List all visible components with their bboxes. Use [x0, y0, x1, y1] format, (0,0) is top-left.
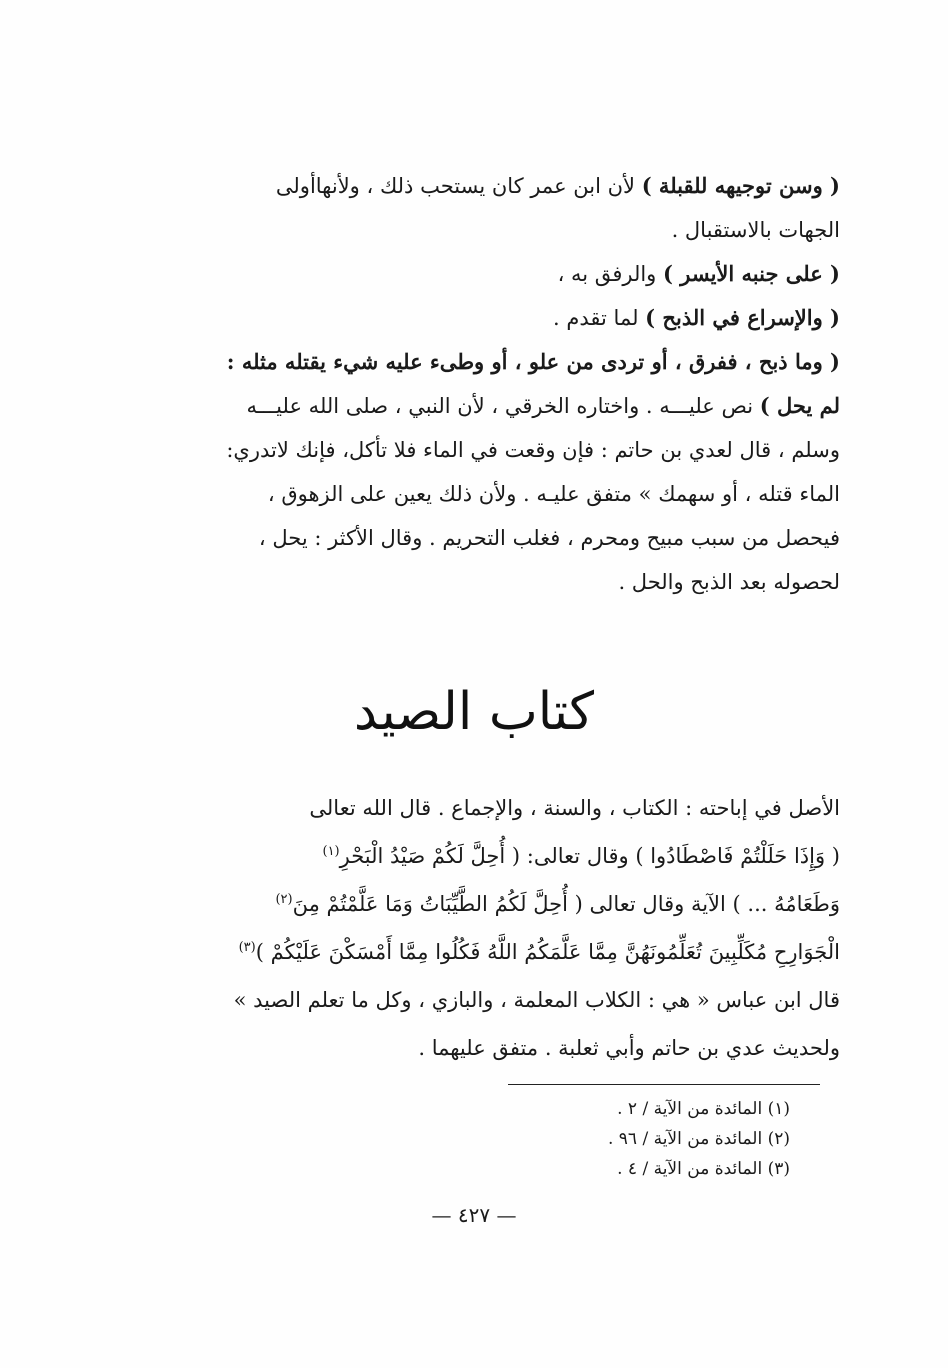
line-text: الأصل في إباحته : الكتاب ، والسنة ، والإجماع . قال الله تعالى — [309, 796, 840, 820]
bold-phrase: لم يحل ) — [759, 393, 840, 418]
text-line — [190, 974, 840, 1022]
footnote-separator — [508, 1084, 820, 1085]
line-text: وَطَعَامُهُ ... ) الآية وقال تعالى ( أُحِلَّ لَكُمُ الطَّيِّبَاتُ وَمَا عَلَّمْتُمْ مِنَ — [292, 892, 840, 916]
line-text: لأن ابن عمر كان يستحب ذلك ، ولأنهاأولى — [275, 174, 642, 198]
line-text: نص عليـــه . واختاره الخرقي ، لأن النبي ، صلى الله عليـــه — [246, 394, 760, 418]
text-line — [190, 1022, 840, 1070]
bold-phrase: ( وما ذبح ، ففرق ، أو تردى من علو ، أو وطىء عليه شيء يقتله مثله : — [226, 349, 840, 374]
footnote-marker: (١) — [322, 844, 340, 859]
text-line — [190, 878, 840, 926]
text-line — [190, 296, 840, 340]
footnotes — [500, 1094, 790, 1184]
line-text: الماء قتله ، أو سهمك » متفق عليـه . ولأن ذلك يعين على الزهوق ، — [267, 482, 840, 506]
text-line — [190, 782, 840, 830]
top-text-section — [190, 164, 840, 604]
page-number: — ٤٢٧ — — [431, 1203, 517, 1227]
line-text: ولحديث عدي بن حاتم وأبي ثعلبة . متفق عليهما . — [418, 1036, 840, 1060]
text-line — [190, 340, 840, 384]
line-text: لحصوله بعد الذبح والحل . — [618, 570, 840, 594]
line-text: قال ابن عباس « هي : الكلاب المعلمة ، والبازي ، وكل ما تعلم الصيد » — [233, 988, 840, 1012]
text-line — [190, 164, 840, 208]
line-text: الجهات بالاستقبال . — [671, 218, 840, 242]
text-line — [190, 516, 840, 560]
footnote: (١) المائدة من الآية / ٢ . — [617, 1099, 790, 1119]
bottom-text-section — [190, 782, 840, 1070]
bold-phrase: ( والإسراع في الذبح ) — [645, 305, 840, 330]
chapter-title: كتاب الصيد — [353, 682, 595, 742]
footnote: (٢) المائدة من الآية / ٩٦ . — [607, 1129, 790, 1149]
bold-phrase: ( وسن توجيهه للقبلة ) — [641, 173, 840, 198]
text-line — [190, 208, 840, 252]
text-line — [190, 428, 840, 472]
text-line — [190, 384, 840, 428]
footnote-marker: (٢) — [275, 892, 293, 907]
text-line — [190, 926, 840, 974]
text-line — [190, 830, 840, 878]
bold-phrase: ( على جنبه الأيسر ) — [663, 261, 840, 286]
line-text: لما تقدم . — [553, 306, 646, 330]
text-line — [190, 252, 840, 296]
line-text: والرفق به ، — [557, 262, 663, 286]
text-line — [190, 560, 840, 604]
line-text: ( وَإِذَا حَلَلْتُمْ فَاصْطَادُوا ) وقال تعالى: ( أُحِلَّ لَكُمْ صَيْدُ الْبَحْرِ — [339, 844, 840, 868]
line-text: وسلم ، قال لعدي بن حاتم : فإن وقعت في الماء فلا تأكل، فإنك لاتدري: — [226, 438, 840, 462]
footnote-marker: (٣) — [238, 940, 256, 955]
line-text: الْجَوَارِحِ مُكَلِّبِينَ تُعَلِّمُونَهُنَّ مِمَّا عَلَّمَكُمُ اللَّهُ فَكُلُوا مِمَّا أَمْسَكْنَ عَلَيْكُمْ ) — [255, 940, 840, 964]
line-text: فيحصل من سبب مبيح ومحرم ، فغلب التحريم . وقال الأكثر : يحل ، — [258, 526, 840, 550]
footnote: (٣) المائدة من الآية / ٤ . — [617, 1159, 790, 1179]
text-line — [190, 472, 840, 516]
